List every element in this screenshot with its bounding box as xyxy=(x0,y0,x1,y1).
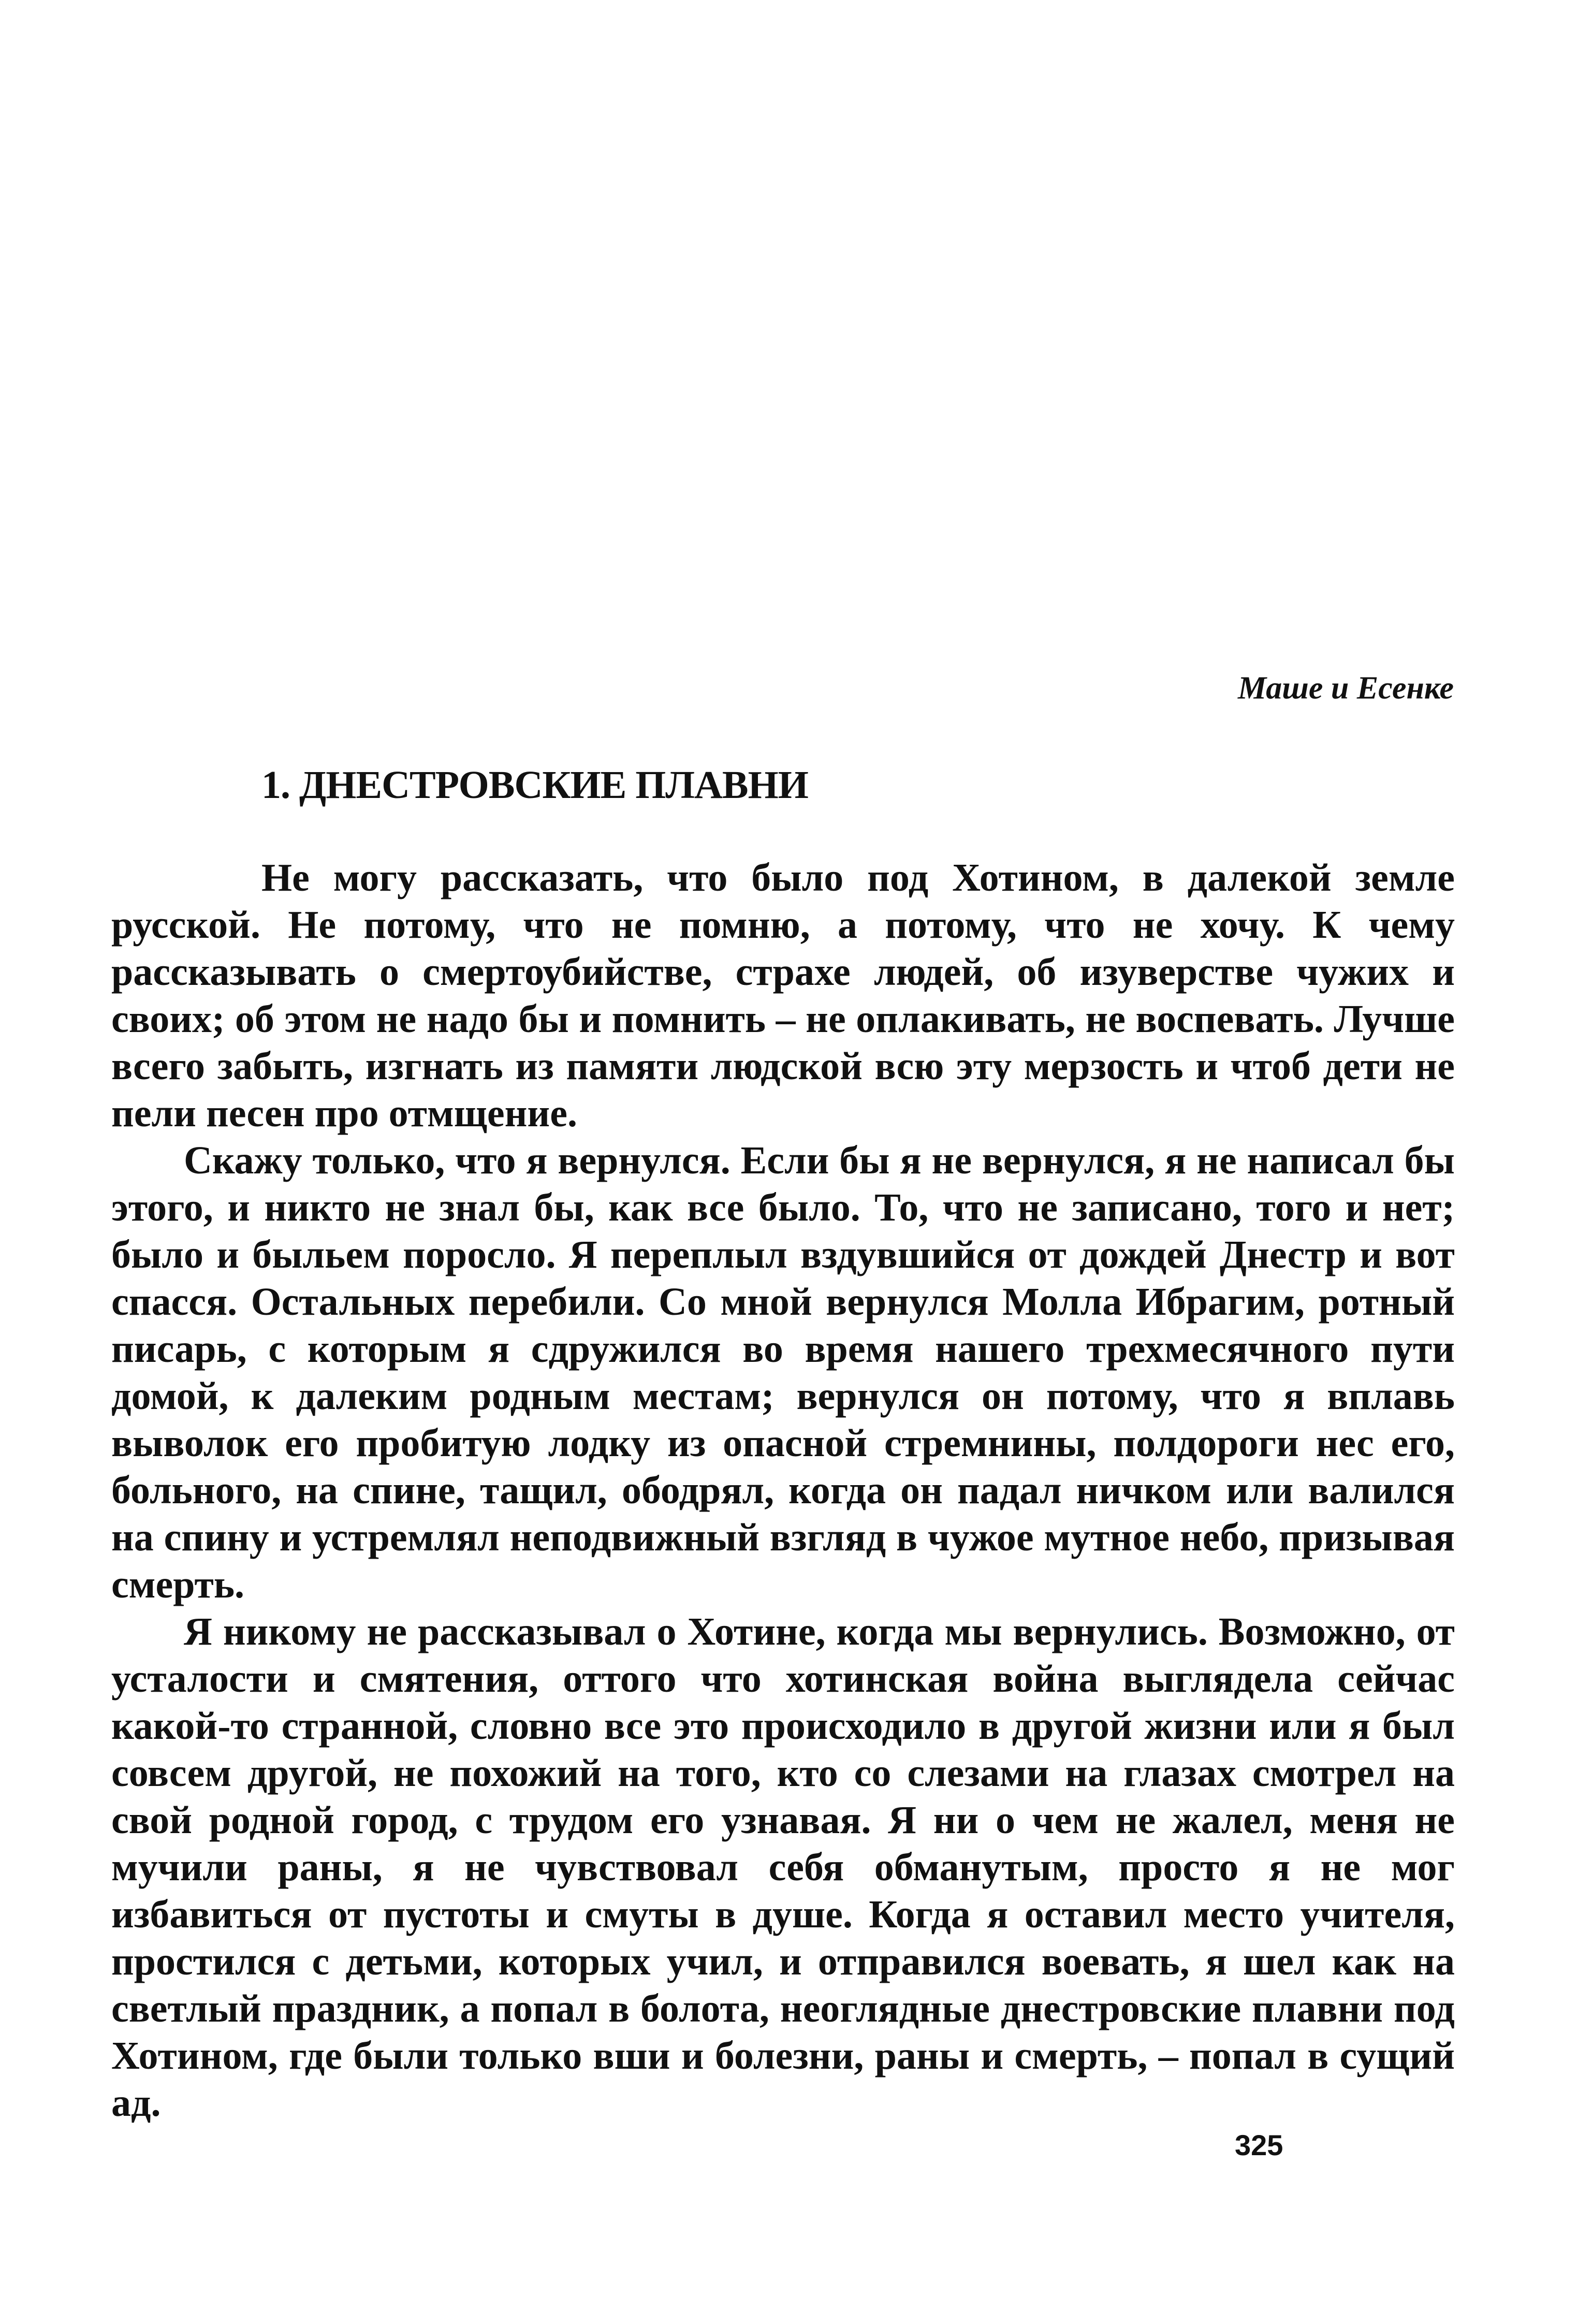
paragraph-2: Скажу только, что я вернулся. Если бы я не вернулся, я не написал бы этого, и никто не знал бы, как все было. То, что не записано, того и нет; было и быльем поросло. Я переплыл вздувшийся от дождей Днестр и вот спасся. Остальных перебили. Со мной вернулся Молла Ибрагим, ротный писарь, с которым я сдружился во время нашего трехмесячного пути домой, к далеким родным местам; вернулся он потому, что я вплавь выволок его пробитую лодку из опасной стремнины, полдороги нес его, больного, на спине, тащил, ободрял, когда он падал ничком или валился на спину и устремлял неподвижный взгляд в чужое мутное небо, призывая смерть. xyxy=(111,1139,1455,1606)
dedication: Маше и Есенке xyxy=(1238,671,1454,706)
paragraph-3: Я никому не рассказывал о Хотине, когда мы вернулись. Возможно, от усталости и смятения, оттого что хотинская война выглядела сейчас какой-то странной, словно все это происходило в другой жизни или я был совсем другой, не похожий на того, кто со слезами на глазах смотрел на свой родной город, с трудом его узнавая. Я ни о чем не жалел, меня не мучили раны, я не чувствовал себя обманутым, просто я не мог избавиться от пустоты и смуты в душе. Когда я оставил место учителя, простился с детьми, которых учил, и отправился воевать, я шел как на светлый праздник, а попал в болота, неоглядные днестровские плавни под Хотином, где были только вши и болезни, раны и смерть, – попал в сущий ад. xyxy=(111,1610,1455,2125)
chapter-title: 1. ДНЕСТРОВСКИЕ ПЛАВНИ xyxy=(261,763,808,807)
paragraph-1: Не могу рассказать, что было под Хотином, в далекой земле русской. Не потому, что не помню, а потому, что не хочу. К чему рассказывать о смертоубийстве, страхе людей, об изуверстве чужих и своих; об этом не надо бы и помнить – не оплакивать, не воспевать. Лучше всего забыть, изгнать из памяти людской всю эту мерзость и чтоб дети не пели песен про отмщение. xyxy=(111,856,1455,1135)
page-number: 325 xyxy=(1235,2129,1283,2161)
chapter-body xyxy=(111,854,1455,2127)
